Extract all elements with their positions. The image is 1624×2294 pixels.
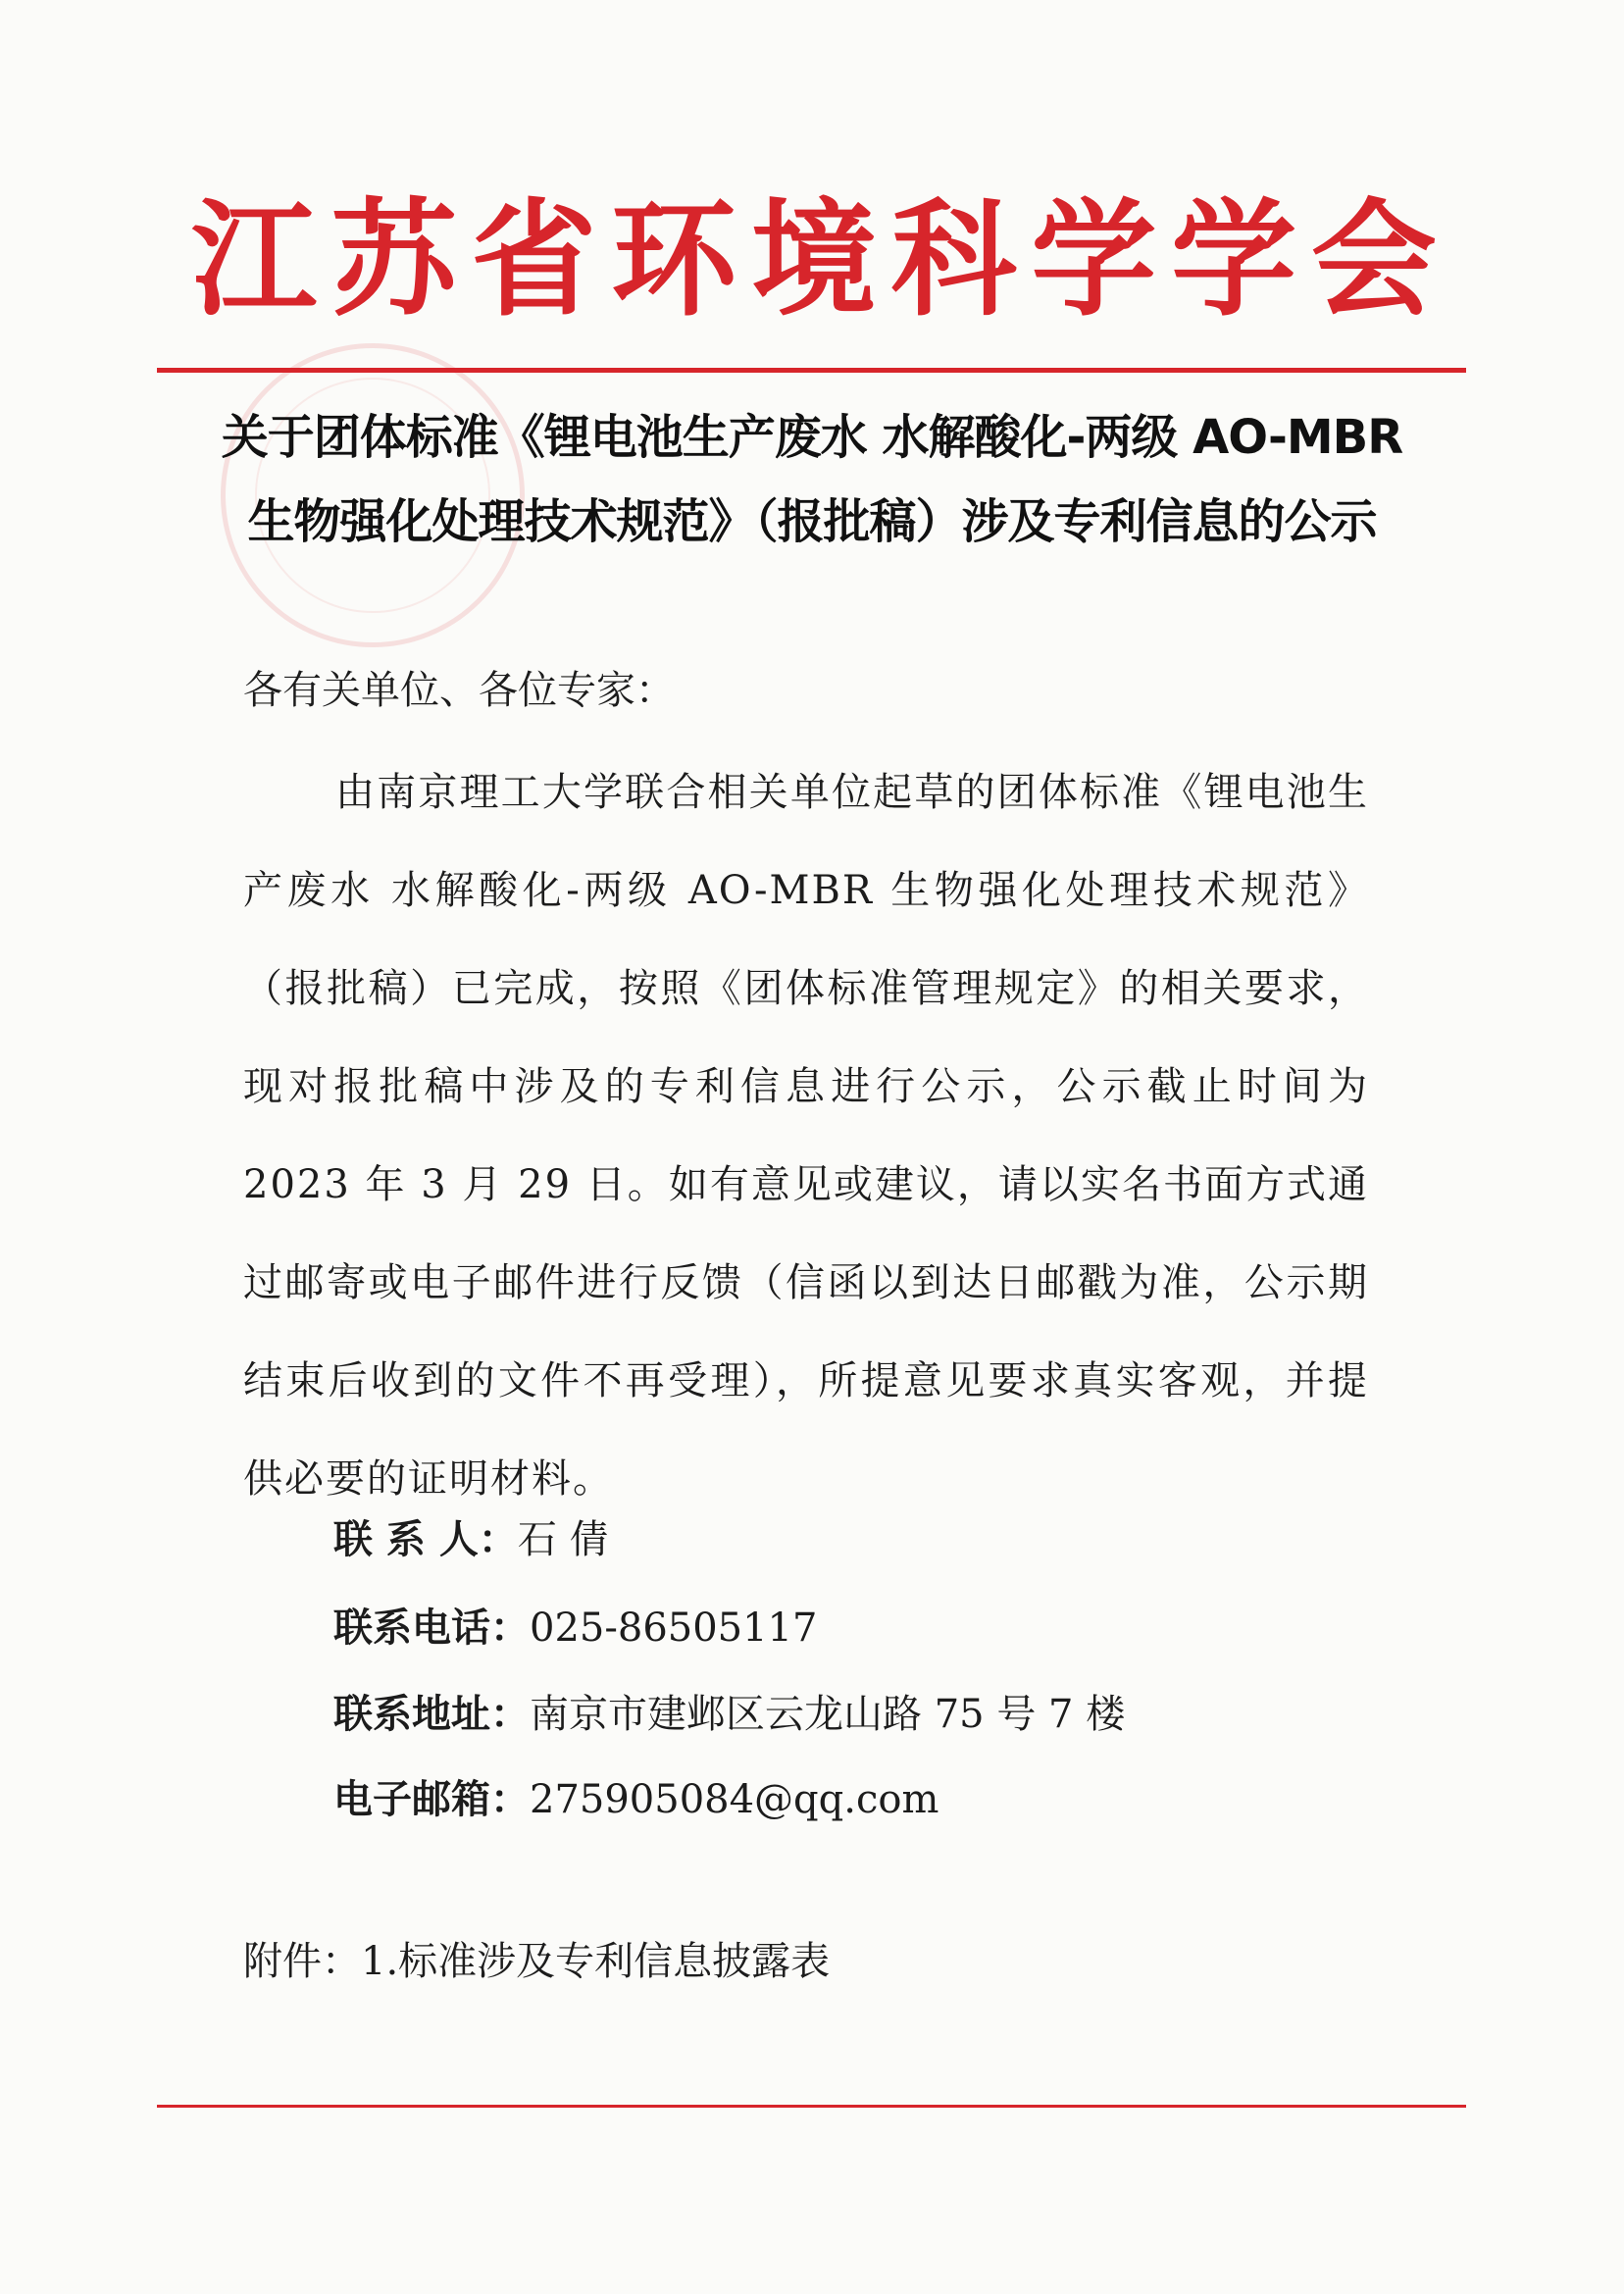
letterhead-char: 省 — [471, 186, 597, 333]
letterhead-char: 苏 — [330, 186, 457, 333]
salutation: 各有关单位、各位专家： — [243, 668, 675, 713]
attachment-note: 附件：1.标准涉及专利信息披露表 — [243, 1939, 831, 1984]
contact-phone — [333, 1599, 817, 1657]
contact-value: 石 倩 — [517, 1517, 609, 1562]
letterhead-char: 学 — [1171, 186, 1297, 333]
contact-value: 275905084@qq.com — [530, 1777, 939, 1822]
contact-label: 电子邮箱： — [333, 1777, 530, 1822]
letterhead-char: 境 — [750, 186, 877, 333]
letterhead-organization-name — [191, 186, 1437, 333]
contact-value: 025-86505117 — [530, 1606, 818, 1651]
footer-divider — [157, 2105, 1466, 2108]
letterhead-char: 学 — [1031, 186, 1157, 333]
contact-label: 联系地址： — [333, 1692, 530, 1737]
document-title-line-1: 关于团体标准《锂电池生产废水 水解酸化-两级 AO-MBR — [221, 410, 1403, 465]
letterhead-char: 科 — [890, 186, 1017, 333]
letterhead-char: 江 — [191, 186, 318, 333]
letterhead-char: 环 — [611, 186, 737, 333]
contact-label: 联 系 人： — [333, 1517, 518, 1562]
contact-email — [333, 1770, 939, 1829]
letterhead-char: 会 — [1310, 186, 1437, 333]
body-paragraph: 由南京理工大学联合相关单位起草的团体标准《锂电池生产废水 水解酸化-两级 AO-MBR 生物强化处理技术规范》（报批稿）已完成，按照《团体标准管理规定》的相关要求，现对报批稿中涉及的专利信息进行公示，公示截止时间为 2023 年 3 月 29 日。如有意见或建议，请以实名书面方式通过邮寄或电子邮件进行反馈（信函以到达日邮戳为准，公示期结束后收到的文件不再受理），所提意见要求真实客观，并提供必要的证明材料。 — [243, 770, 1369, 1502]
contact-address — [333, 1685, 1125, 1744]
contact-label: 联系电话： — [333, 1606, 530, 1651]
letterhead-divider — [157, 368, 1466, 373]
document-title-line-2: 生物强化处理技术规范》（报批稿）涉及专利信息的公示 — [247, 494, 1377, 549]
contact-person — [333, 1510, 609, 1569]
contact-value: 南京市建邺区云龙山路 75 号 7 楼 — [530, 1692, 1126, 1737]
